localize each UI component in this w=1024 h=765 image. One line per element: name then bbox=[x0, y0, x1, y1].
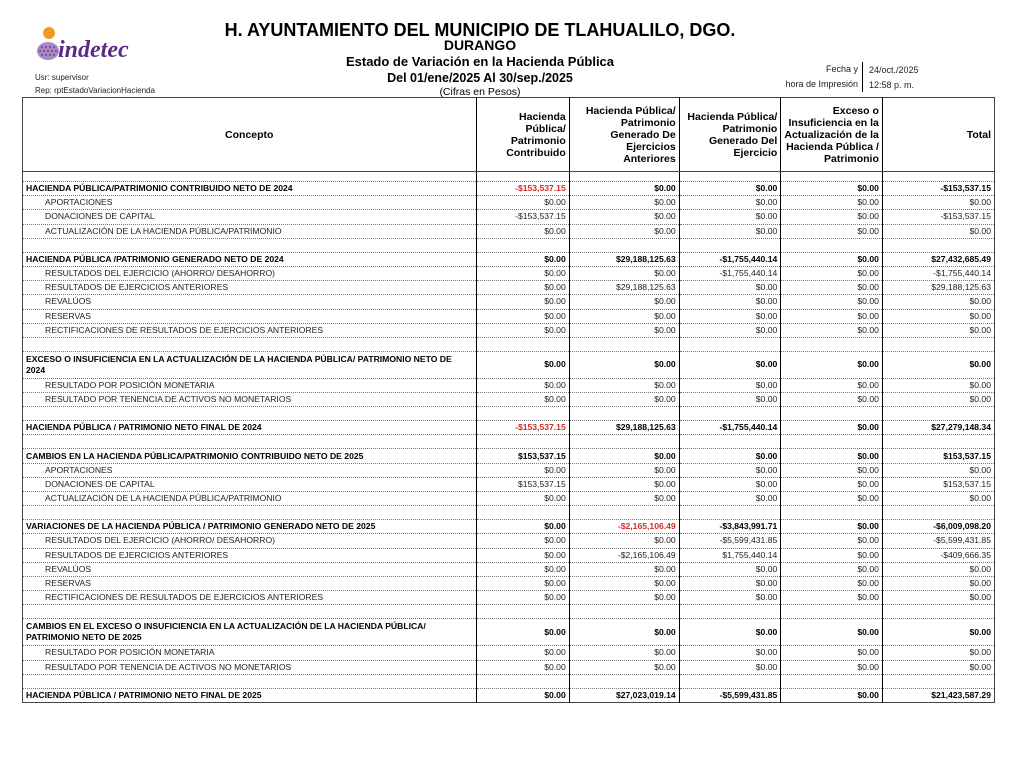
blank-row bbox=[23, 605, 995, 619]
concept-cell: DONACIONES DE CAPITAL bbox=[23, 477, 477, 491]
amount-cell: $0.00 bbox=[569, 534, 679, 548]
amount-cell: $0.00 bbox=[882, 463, 994, 477]
amount-cell: $0.00 bbox=[781, 562, 883, 576]
detail-row bbox=[23, 660, 995, 674]
empty-cell bbox=[679, 407, 781, 421]
amount-cell: $0.00 bbox=[569, 591, 679, 605]
amount-cell: $0.00 bbox=[679, 591, 781, 605]
empty-cell bbox=[476, 238, 569, 252]
amount-cell: $0.00 bbox=[569, 378, 679, 392]
amount-cell: $0.00 bbox=[569, 182, 679, 196]
amount-cell: $27,279,148.34 bbox=[882, 421, 994, 435]
amount-cell: $0.00 bbox=[476, 576, 569, 590]
amount-cell: $0.00 bbox=[781, 520, 883, 534]
empty-cell bbox=[569, 605, 679, 619]
amount-cell: $0.00 bbox=[781, 421, 883, 435]
concept-cell: RESULTADOS DE EJERCICIOS ANTERIORES bbox=[23, 281, 477, 295]
amount-cell: $0.00 bbox=[679, 646, 781, 660]
amount-cell: $0.00 bbox=[476, 224, 569, 238]
detail-row bbox=[23, 393, 995, 407]
amount-cell: $153,537.15 bbox=[476, 449, 569, 463]
empty-cell bbox=[23, 435, 477, 449]
amount-cell: $0.00 bbox=[882, 378, 994, 392]
detail-row bbox=[23, 492, 995, 506]
amount-cell: -$2,165,106.49 bbox=[569, 520, 679, 534]
empty-cell bbox=[569, 172, 679, 182]
amount-cell: $0.00 bbox=[569, 562, 679, 576]
empty-cell bbox=[781, 506, 883, 520]
print-date: 24/oct./2025 bbox=[869, 64, 919, 75]
empty-cell bbox=[569, 238, 679, 252]
empty-cell bbox=[882, 435, 994, 449]
print-time-label: hora de Impresión bbox=[718, 77, 863, 92]
empty-cell bbox=[679, 506, 781, 520]
amount-cell: $0.00 bbox=[781, 646, 883, 660]
empty-cell bbox=[569, 674, 679, 688]
amount-cell: $0.00 bbox=[679, 351, 781, 378]
concept-cell: RESULTADO POR POSICIÓN MONETARIA bbox=[23, 646, 477, 660]
amount-cell: $0.00 bbox=[679, 449, 781, 463]
detail-row bbox=[23, 281, 995, 295]
amount-cell: -$1,755,440.14 bbox=[679, 266, 781, 280]
amount-cell: $0.00 bbox=[882, 196, 994, 210]
amount-cell: $0.00 bbox=[476, 378, 569, 392]
blank-row bbox=[23, 238, 995, 252]
empty-cell bbox=[476, 506, 569, 520]
concept-cell: RECTIFICACIONES DE RESULTADOS DE EJERCICIOS ANTERIORES bbox=[23, 591, 477, 605]
detail-row bbox=[23, 576, 995, 590]
concept-cell: CAMBIOS EN EL EXCESO O INSUFICIENCIA EN LA ACTUALIZACIÓN DE LA HACIENDA PÚBLICA/ PATRIMONIO NETO DE 2025 bbox=[23, 619, 477, 646]
amount-cell: $0.00 bbox=[781, 548, 883, 562]
table-body bbox=[23, 172, 995, 703]
detail-row bbox=[23, 309, 995, 323]
empty-cell bbox=[882, 172, 994, 182]
empty-cell bbox=[882, 407, 994, 421]
amount-cell: $0.00 bbox=[781, 252, 883, 266]
amount-cell: $0.00 bbox=[476, 562, 569, 576]
indetec-logo bbox=[34, 24, 160, 64]
empty-cell bbox=[882, 674, 994, 688]
amount-cell: $27,023,019.14 bbox=[569, 688, 679, 702]
empty-cell bbox=[679, 238, 781, 252]
concept-cell: RESULTADOS DE EJERCICIOS ANTERIORES bbox=[23, 548, 477, 562]
amount-cell: $0.00 bbox=[781, 224, 883, 238]
amount-cell: $0.00 bbox=[569, 210, 679, 224]
amount-cell: $153,537.15 bbox=[882, 477, 994, 491]
amount-cell: $0.00 bbox=[679, 492, 781, 506]
empty-cell bbox=[679, 674, 781, 688]
amount-cell: $0.00 bbox=[476, 520, 569, 534]
amount-cell: $0.00 bbox=[569, 393, 679, 407]
amount-cell: $0.00 bbox=[679, 224, 781, 238]
empty-cell bbox=[23, 337, 477, 351]
amount-cell: $0.00 bbox=[882, 591, 994, 605]
amount-cell: $0.00 bbox=[781, 309, 883, 323]
detail-row bbox=[23, 548, 995, 562]
amount-cell: $0.00 bbox=[569, 323, 679, 337]
detail-row bbox=[23, 295, 995, 309]
amount-cell: $0.00 bbox=[781, 591, 883, 605]
units-note: (Cifras en Pesos) bbox=[439, 86, 521, 98]
empty-cell bbox=[569, 337, 679, 351]
section-total-row bbox=[23, 182, 995, 196]
amount-cell: -$153,537.15 bbox=[476, 182, 569, 196]
amount-cell: $0.00 bbox=[781, 688, 883, 702]
concept-cell: RESERVAS bbox=[23, 576, 477, 590]
concept-cell: REVALÚOS bbox=[23, 562, 477, 576]
amount-cell: $0.00 bbox=[569, 196, 679, 210]
amount-cell: $0.00 bbox=[476, 309, 569, 323]
amount-cell: -$5,599,431.85 bbox=[882, 534, 994, 548]
amount-cell: $0.00 bbox=[569, 477, 679, 491]
detail-row bbox=[23, 266, 995, 280]
spacer-row bbox=[23, 172, 995, 182]
column-header-ejercicios-anteriores: Hacienda Pública/ Patrimonio Generado De Ejercicios Anteriores bbox=[569, 98, 679, 172]
print-date-label: Fecha y bbox=[718, 62, 863, 77]
amount-cell: $0.00 bbox=[476, 660, 569, 674]
amount-cell: $21,423,587.29 bbox=[882, 688, 994, 702]
column-header-exceso-insuficiencia: Exceso o Insuficiencia en la Actualización de la Hacienda Pública / Patrimonio bbox=[781, 98, 883, 172]
concept-cell: EXCESO O INSUFICIENCIA EN LA ACTUALIZACIÓN DE LA HACIENDA PÚBLICA/ PATRIMONIO NETO DE 2024 bbox=[23, 351, 477, 378]
amount-cell: -$5,599,431.85 bbox=[679, 688, 781, 702]
amount-cell: $0.00 bbox=[679, 619, 781, 646]
amount-cell: $0.00 bbox=[882, 492, 994, 506]
amount-cell: $27,432,685.49 bbox=[882, 252, 994, 266]
amount-cell: $0.00 bbox=[679, 562, 781, 576]
detail-row bbox=[23, 323, 995, 337]
amount-cell: $0.00 bbox=[679, 393, 781, 407]
amount-cell: -$153,537.15 bbox=[882, 210, 994, 224]
concept-cell: HACIENDA PÚBLICA /PATRIMONIO GENERADO NETO DE 2024 bbox=[23, 252, 477, 266]
amount-cell: $0.00 bbox=[569, 576, 679, 590]
print-info bbox=[718, 62, 929, 92]
amount-cell: $0.00 bbox=[476, 688, 569, 702]
amount-cell: $0.00 bbox=[476, 252, 569, 266]
amount-cell: $0.00 bbox=[882, 660, 994, 674]
concept-cell: APORTACIONES bbox=[23, 196, 477, 210]
amount-cell: $0.00 bbox=[569, 492, 679, 506]
amount-cell: $0.00 bbox=[476, 295, 569, 309]
empty-cell bbox=[679, 435, 781, 449]
empty-cell bbox=[476, 172, 569, 182]
amount-cell: -$6,009,098.20 bbox=[882, 520, 994, 534]
empty-cell bbox=[23, 605, 477, 619]
detail-row bbox=[23, 534, 995, 548]
empty-cell bbox=[23, 506, 477, 520]
section-total-row bbox=[23, 688, 995, 702]
amount-cell: $0.00 bbox=[882, 646, 994, 660]
empty-cell bbox=[781, 238, 883, 252]
amount-cell: -$1,755,440.14 bbox=[882, 266, 994, 280]
detail-row bbox=[23, 562, 995, 576]
empty-cell bbox=[569, 407, 679, 421]
amount-cell: $0.00 bbox=[476, 351, 569, 378]
amount-cell: $0.00 bbox=[781, 182, 883, 196]
concept-cell: RECTIFICACIONES DE RESULTADOS DE EJERCICIOS ANTERIORES bbox=[23, 323, 477, 337]
amount-cell: $0.00 bbox=[882, 562, 994, 576]
amount-cell: -$153,537.15 bbox=[476, 210, 569, 224]
amount-cell: $0.00 bbox=[882, 309, 994, 323]
amount-cell: $153,537.15 bbox=[476, 477, 569, 491]
amount-cell: $0.00 bbox=[781, 210, 883, 224]
concept-cell: RESULTADO POR TENENCIA DE ACTIVOS NO MONETARIOS bbox=[23, 393, 477, 407]
amount-cell: $0.00 bbox=[882, 323, 994, 337]
amount-cell: $0.00 bbox=[569, 295, 679, 309]
amount-cell: $0.00 bbox=[781, 196, 883, 210]
amount-cell: $0.00 bbox=[781, 660, 883, 674]
empty-cell bbox=[882, 238, 994, 252]
empty-cell bbox=[569, 506, 679, 520]
amount-cell: $0.00 bbox=[569, 309, 679, 323]
empty-cell bbox=[781, 407, 883, 421]
concept-cell: RESULTADO POR POSICIÓN MONETARIA bbox=[23, 378, 477, 392]
empty-cell bbox=[569, 435, 679, 449]
detail-row bbox=[23, 646, 995, 660]
section-total-row bbox=[23, 421, 995, 435]
table-header-row bbox=[23, 98, 995, 172]
empty-cell bbox=[476, 407, 569, 421]
amount-cell: $0.00 bbox=[679, 463, 781, 477]
empty-cell bbox=[781, 172, 883, 182]
amount-cell: $0.00 bbox=[679, 210, 781, 224]
section-total-row bbox=[23, 449, 995, 463]
empty-cell bbox=[781, 435, 883, 449]
amount-cell: $0.00 bbox=[781, 266, 883, 280]
amount-cell: $0.00 bbox=[882, 351, 994, 378]
amount-cell: $0.00 bbox=[476, 463, 569, 477]
amount-cell: $0.00 bbox=[569, 351, 679, 378]
detail-row bbox=[23, 210, 995, 224]
report-id-label: Rep: rptEstadoVariacionHacienda bbox=[35, 86, 155, 95]
amount-cell: -$1,755,440.14 bbox=[679, 421, 781, 435]
amount-cell: -$3,843,991.71 bbox=[679, 520, 781, 534]
amount-cell: $0.00 bbox=[781, 534, 883, 548]
amount-cell: $0.00 bbox=[476, 196, 569, 210]
amount-cell: -$153,537.15 bbox=[882, 182, 994, 196]
empty-cell bbox=[23, 407, 477, 421]
empty-cell bbox=[476, 337, 569, 351]
empty-cell bbox=[882, 337, 994, 351]
amount-cell: $0.00 bbox=[569, 463, 679, 477]
amount-cell: $0.00 bbox=[569, 224, 679, 238]
amount-cell: $0.00 bbox=[781, 619, 883, 646]
column-header-contribuido: Hacienda Pública/ Patrimonio Contribuido bbox=[476, 98, 569, 172]
empty-cell bbox=[476, 674, 569, 688]
blank-row bbox=[23, 435, 995, 449]
amount-cell: $0.00 bbox=[679, 295, 781, 309]
amount-cell: $0.00 bbox=[781, 477, 883, 491]
empty-cell bbox=[781, 674, 883, 688]
amount-cell: $0.00 bbox=[476, 534, 569, 548]
amount-cell: $0.00 bbox=[476, 646, 569, 660]
amount-cell: $0.00 bbox=[476, 619, 569, 646]
amount-cell: $0.00 bbox=[781, 463, 883, 477]
amount-cell: $0.00 bbox=[882, 295, 994, 309]
amount-cell: $0.00 bbox=[781, 281, 883, 295]
concept-cell: ACTUALIZACIÓN DE LA HACIENDA PÚBLICA/PATRIMONIO bbox=[23, 224, 477, 238]
blank-row bbox=[23, 674, 995, 688]
empty-cell bbox=[679, 172, 781, 182]
amount-cell: $0.00 bbox=[679, 660, 781, 674]
amount-cell: $0.00 bbox=[679, 477, 781, 491]
empty-cell bbox=[781, 337, 883, 351]
municipality-title: H. AYUNTAMIENTO DEL MUNICIPIO DE TLAHUALILO, DGO. bbox=[224, 20, 736, 40]
concept-cell: RESULTADOS DEL EJERCICIO (AHORRO/ DESAHORRO) bbox=[23, 534, 477, 548]
empty-cell bbox=[476, 605, 569, 619]
amount-cell: $0.00 bbox=[781, 576, 883, 590]
amount-cell: $0.00 bbox=[569, 266, 679, 280]
amount-cell: $0.00 bbox=[476, 323, 569, 337]
blank-row bbox=[23, 337, 995, 351]
section-total-row bbox=[23, 351, 995, 378]
logo-text: indetec bbox=[58, 37, 129, 63]
column-header-total: Total bbox=[882, 98, 994, 172]
concept-cell: RESULTADO POR TENENCIA DE ACTIVOS NO MONETARIOS bbox=[23, 660, 477, 674]
empty-cell bbox=[882, 605, 994, 619]
amount-cell: $29,188,125.63 bbox=[882, 281, 994, 295]
amount-cell: $29,188,125.63 bbox=[569, 281, 679, 295]
amount-cell: $0.00 bbox=[569, 660, 679, 674]
amount-cell: -$409,666.35 bbox=[882, 548, 994, 562]
amount-cell: $0.00 bbox=[476, 393, 569, 407]
concept-cell: RESULTADOS DEL EJERCICIO (AHORRO/ DESAHORRO) bbox=[23, 266, 477, 280]
amount-cell: $0.00 bbox=[781, 351, 883, 378]
section-total-row bbox=[23, 252, 995, 266]
concept-cell: DONACIONES DE CAPITAL bbox=[23, 210, 477, 224]
concept-cell: RESERVAS bbox=[23, 309, 477, 323]
amount-cell: $0.00 bbox=[569, 449, 679, 463]
amount-cell: $0.00 bbox=[476, 281, 569, 295]
concept-cell: CAMBIOS EN LA HACIENDA PÚBLICA/PATRIMONIO CONTRIBUIDO NETO DE 2025 bbox=[23, 449, 477, 463]
amount-cell: $0.00 bbox=[476, 591, 569, 605]
empty-cell bbox=[23, 238, 477, 252]
detail-row bbox=[23, 591, 995, 605]
print-time: 12:58 p. m. bbox=[869, 79, 915, 90]
amount-cell: $0.00 bbox=[781, 378, 883, 392]
empty-cell bbox=[882, 506, 994, 520]
concept-cell: HACIENDA PÚBLICA / PATRIMONIO NETO FINAL DE 2025 bbox=[23, 688, 477, 702]
amount-cell: -$2,165,106.49 bbox=[569, 548, 679, 562]
empty-cell bbox=[23, 674, 477, 688]
amount-cell: $0.00 bbox=[679, 576, 781, 590]
blank-row bbox=[23, 407, 995, 421]
amount-cell: $0.00 bbox=[476, 492, 569, 506]
amount-cell: $0.00 bbox=[679, 281, 781, 295]
amount-cell: $0.00 bbox=[781, 492, 883, 506]
detail-row bbox=[23, 378, 995, 392]
amount-cell: $0.00 bbox=[882, 393, 994, 407]
report-title: Estado de Variación en la Hacienda Pública bbox=[345, 54, 615, 69]
amount-cell: $1,755,440.14 bbox=[679, 548, 781, 562]
empty-cell bbox=[23, 172, 477, 182]
concept-cell: HACIENDA PÚBLICA / PATRIMONIO NETO FINAL DE 2024 bbox=[23, 421, 477, 435]
concept-cell: HACIENDA PÚBLICA/PATRIMONIO CONTRIBUIDO NETO DE 2024 bbox=[23, 182, 477, 196]
empty-cell bbox=[781, 605, 883, 619]
report-period: Del 01/ene/2025 Al 30/sep./2025 bbox=[387, 71, 573, 85]
user-label: Usr: supervisor bbox=[35, 73, 89, 82]
amount-cell: $29,188,125.63 bbox=[569, 252, 679, 266]
empty-cell bbox=[679, 337, 781, 351]
detail-row bbox=[23, 196, 995, 210]
concept-cell: ACTUALIZACIÓN DE LA HACIENDA PÚBLICA/PATRIMONIO bbox=[23, 492, 477, 506]
concept-cell: VARIACIONES DE LA HACIENDA PÚBLICA / PATRIMONIO GENERADO NETO DE 2025 bbox=[23, 520, 477, 534]
state-title: DURANGO bbox=[443, 37, 517, 53]
concept-cell: REVALÚOS bbox=[23, 295, 477, 309]
hacienda-variation-table bbox=[22, 97, 995, 703]
column-header-del-ejercicio: Hacienda Pública/ Patrimonio Generado Del Ejercicio bbox=[679, 98, 781, 172]
amount-cell: -$1,755,440.14 bbox=[679, 252, 781, 266]
amount-cell: $0.00 bbox=[781, 323, 883, 337]
amount-cell: $0.00 bbox=[781, 393, 883, 407]
empty-cell bbox=[679, 605, 781, 619]
amount-cell: $0.00 bbox=[781, 295, 883, 309]
amount-cell: $0.00 bbox=[882, 619, 994, 646]
amount-cell: $0.00 bbox=[679, 309, 781, 323]
detail-row bbox=[23, 463, 995, 477]
amount-cell: $0.00 bbox=[569, 646, 679, 660]
amount-cell: $0.00 bbox=[679, 378, 781, 392]
detail-row bbox=[23, 224, 995, 238]
amount-cell: -$5,599,431.85 bbox=[679, 534, 781, 548]
amount-cell: -$153,537.15 bbox=[476, 421, 569, 435]
section-total-row bbox=[23, 619, 995, 646]
column-header-concepto: Concepto bbox=[23, 98, 477, 172]
amount-cell: $0.00 bbox=[781, 449, 883, 463]
amount-cell: $0.00 bbox=[882, 224, 994, 238]
detail-row bbox=[23, 477, 995, 491]
amount-cell: $0.00 bbox=[679, 323, 781, 337]
amount-cell: $0.00 bbox=[679, 182, 781, 196]
amount-cell: $0.00 bbox=[476, 266, 569, 280]
amount-cell: $0.00 bbox=[569, 619, 679, 646]
amount-cell: $0.00 bbox=[679, 196, 781, 210]
concept-cell: APORTACIONES bbox=[23, 463, 477, 477]
amount-cell: $29,188,125.63 bbox=[569, 421, 679, 435]
section-total-row bbox=[23, 520, 995, 534]
amount-cell: $0.00 bbox=[882, 576, 994, 590]
blank-row bbox=[23, 506, 995, 520]
amount-cell: $0.00 bbox=[476, 548, 569, 562]
empty-cell bbox=[476, 435, 569, 449]
amount-cell: $153,537.15 bbox=[882, 449, 994, 463]
